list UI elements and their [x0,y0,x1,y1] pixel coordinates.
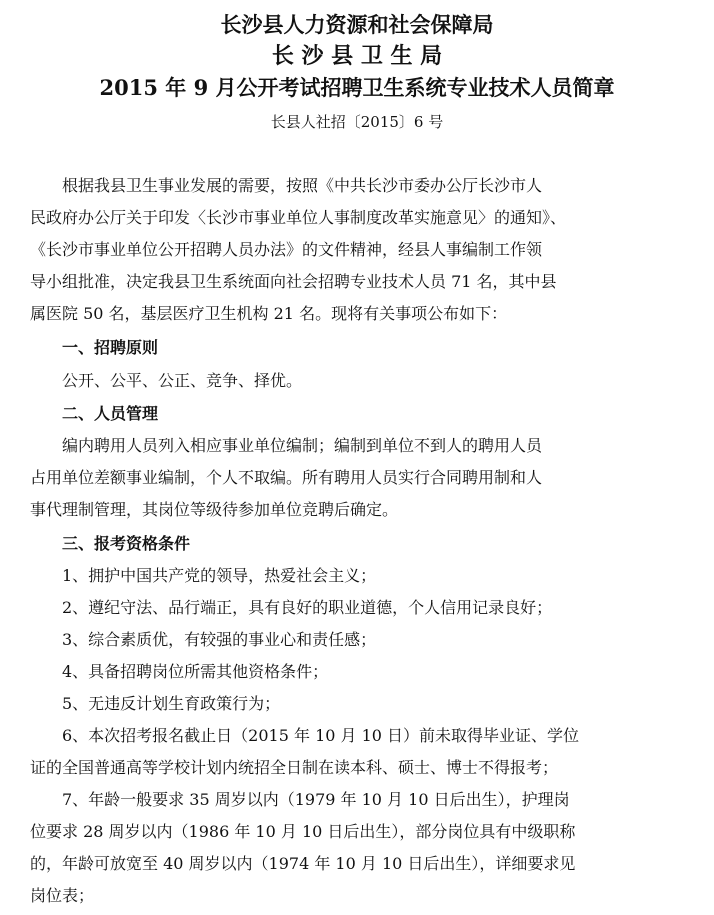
list-item: 5、无违反计划生育政策行为； [62,694,281,713]
paragraph-line: 位要求 28 周岁以内（1986 年 10 月 10 日后出生），部分岗位具有中级职称 [30,822,576,841]
list-item: 6、本次招考报名截止日（2015 年 10 月 10 日）前未取得毕业证、学位 [62,726,580,745]
paragraph-line: 编内聘用人员列入相应事业单位编制；编制到单位不到人的聘用人员 [62,436,543,455]
paragraph-line: 占用单位差额事业编制，个人不取编。所有聘用人员实行合同聘用制和人 [30,468,543,487]
section-heading: 三、报考资格条件 [62,534,191,553]
issuer-hrss-bureau: 长沙县人力资源和社会保障局 [220,12,494,37]
list-item: 2、遵纪守法、品行端正，具有良好的职业道德，个人信用记录良好； [62,598,553,617]
paragraph-line: 属医院 50 名，基层医疗卫生机构 21 名。现将有关事项公布如下： [30,304,508,323]
paragraph-line: 公开、公平、公正、竞争、择优。 [62,371,303,390]
section-heading: 二、人员管理 [62,404,159,423]
document-number: 长县人社招〔2015〕6 号 [270,113,444,131]
paragraph-line: 证的全国普通高等学校计划内统招全日制在读本科、硕士、博士不得报考； [30,758,559,777]
paragraph-line: 根据我县卫生事业发展的需要，按照《中共长沙市委办公厅长沙市人 [62,176,543,195]
paragraph-line: 岗位表； [30,886,95,905]
list-item: 3、综合素质优，有较强的事业心和责任感； [62,630,377,649]
list-item: 4、具备招聘岗位所需其他资格条件； [62,662,329,681]
paragraph-line: 事代理制管理，其岗位等级待参加单位竞聘后确定。 [30,500,399,519]
paragraph-line: 民政府办公厅关于印发〈长沙市事业单位人事制度改革实施意见〉的通知》、 [30,208,567,227]
section-heading: 一、招聘原则 [62,338,159,357]
paragraph-line: 导小组批准，决定我县卫生系统面向社会招聘专业技术人员 71 名，其中县 [30,272,557,291]
paragraph-line: 的，年龄可放宽至 40 周岁以内（1974 年 10 月 10 日后出生），详细要求见 [30,854,576,873]
list-item: 1、拥护中国共产党的领导，热爱社会主义； [62,566,377,585]
paragraph-line: 《长沙市事业单位公开招聘人员办法》的文件精神，经县人事编制工作领 [30,240,543,259]
list-item: 7、年龄一般要求 35 周岁以内（1979 年 10 月 10 日后出生），护理岗 [62,790,570,809]
issuer-health-bureau: 长 沙 县 卫 生 局 [271,43,443,69]
document-title: 2015 年 9 月公开考试招聘卫生系统专业技术人员简章 [99,75,615,100]
